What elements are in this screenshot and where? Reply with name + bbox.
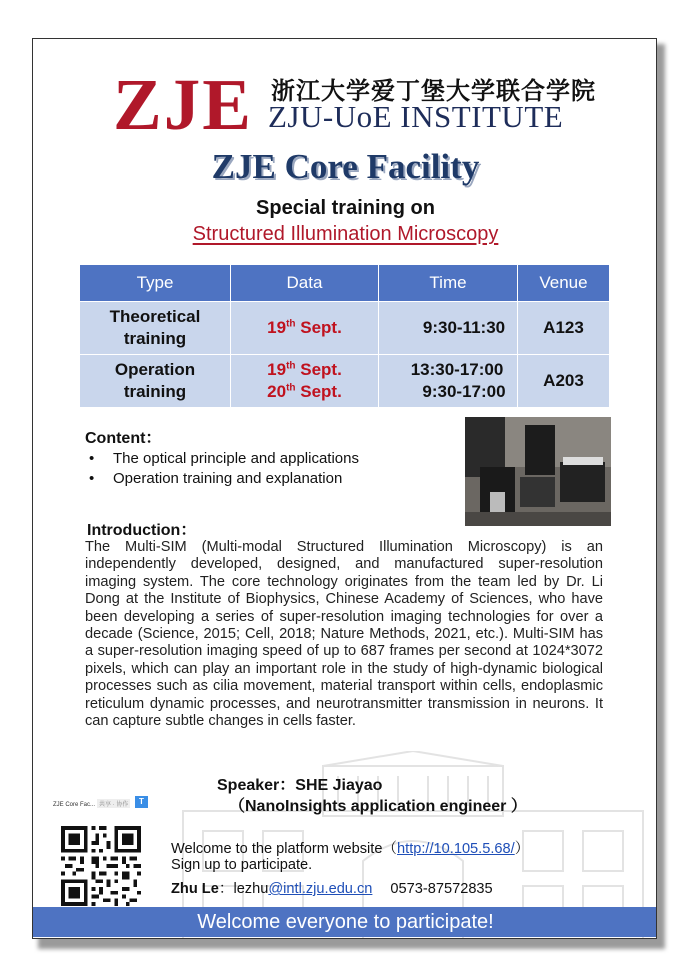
header-time: Time	[379, 265, 518, 302]
table-row	[80, 302, 610, 355]
qr-code[interactable]	[61, 826, 141, 906]
cell-date	[231, 302, 379, 355]
institute-english-name: ZJU-UoE INSTITUTE	[268, 99, 564, 134]
signup-line: Sign up to participate.	[171, 857, 313, 873]
poster	[32, 38, 657, 939]
type-line: Theoretical	[109, 307, 201, 326]
subtitle: Special training on	[256, 197, 435, 219]
schedule-table	[79, 264, 610, 408]
time-line: 13:30-17:00	[410, 360, 504, 379]
table-row	[80, 355, 610, 408]
tencent-docs-icon[interactable]: T	[135, 796, 148, 808]
list-item: • Operation training and explanation	[85, 469, 359, 489]
platform-website-link[interactable]: http://10.105.5.68/	[397, 841, 515, 857]
introduction-text: The Multi-SIM (Multi-modal Structured Illumination Microscopy) is an independently developed, designed, and manufactured super-resolution imaging system. The core technology originates from the team led by Dr. Li Dong at the Institute of Biophysics, Chinese Academy of Sciences, who have been developing a series of super-resolution imaging technologies for over a decade (Science, 2015; Cell, 2018; Nature Methods, 2021, etc.). Multi-SIM has a super-resolution imaging speed of up to 687 frames per second at 1024*3072 pixels, which can play an important role in the study of high-dynamic biological processes such as cilia movement, material transport within cells, endoplasmic reticulum dynamic processes, and neurotransmitter transmission in neurons. It can capture subtle changes in cells faster.	[85, 539, 603, 730]
contact-line	[171, 877, 493, 898]
contact-name: Zhu Le	[171, 881, 219, 897]
time-line: 9:30-11:30	[422, 318, 506, 337]
header-type: Type	[80, 265, 231, 302]
website-line	[171, 837, 529, 858]
type-line: training	[123, 329, 187, 348]
mini-tab-label: ZJE Core Fac...	[53, 802, 96, 808]
microscope-photo	[465, 417, 611, 526]
header-venue: Venue	[518, 265, 610, 302]
cell-venue: A123	[518, 302, 610, 355]
time-line: 9:30-17:00	[422, 382, 506, 401]
type-line: Operation	[114, 360, 196, 379]
cell-venue: A203	[518, 355, 610, 408]
website-prefix: Welcome to the platform website（	[171, 841, 398, 857]
training-topic: Structured Illumination Microscopy	[192, 223, 499, 245]
table-header-row	[80, 265, 610, 302]
phone-number: 0573-87572835	[390, 881, 493, 897]
date-line: 19th Sept.	[267, 318, 342, 337]
institute-chinese-name: 浙江大学爱丁堡大学联合学院	[271, 77, 596, 105]
footer-banner: Welcome everyone to participate!	[33, 907, 657, 937]
website-suffix: ）	[514, 841, 530, 857]
cell-type	[80, 302, 231, 355]
content-heading: Content：	[85, 430, 162, 447]
email-link[interactable]: @intl.zju.edu.cn	[268, 881, 373, 897]
type-line: training	[123, 382, 187, 401]
email-user: lezhu	[233, 881, 269, 897]
mini-app-tab[interactable]	[53, 797, 144, 808]
cell-time	[379, 302, 518, 355]
cell-time	[379, 355, 518, 408]
zje-logo: ZJE	[113, 64, 253, 145]
date-line: 19th Sept.	[267, 360, 342, 379]
cell-date	[231, 355, 379, 408]
speaker-line: Speaker：SHE Jiayao	[217, 777, 383, 794]
mini-tab-tag: 共享 · 协作	[97, 799, 130, 808]
poster-title: ZJE Core Facility	[211, 147, 480, 186]
contact-colon: ：	[218, 881, 234, 897]
content-list	[85, 449, 359, 489]
cell-type	[80, 355, 231, 408]
date-line: 20th Sept.	[267, 382, 342, 401]
header-date: Data	[231, 265, 379, 302]
speaker-company: （NanoInsights application engineer ）	[229, 798, 527, 815]
introduction-heading: Introduction：	[87, 522, 197, 539]
list-item: • The optical principle and applications	[85, 449, 359, 469]
